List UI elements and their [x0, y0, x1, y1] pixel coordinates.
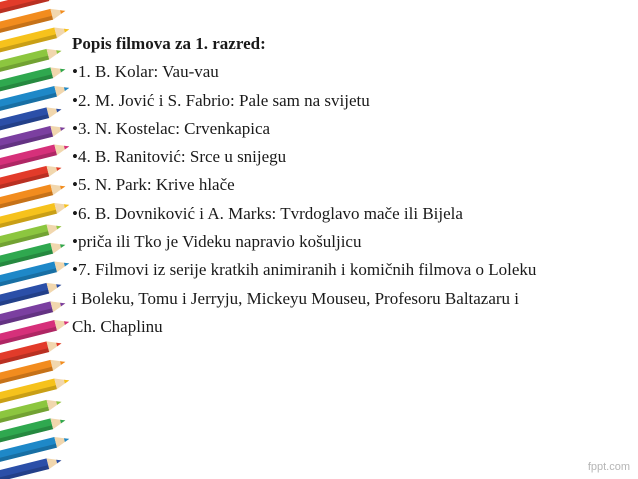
list-item: •3. N. Kostelac: Crvenkapica [72, 118, 271, 138]
slide-title: Popis filmova za 1. razred: [72, 34, 266, 53]
list-item: •7. Filmovi iz serije kratkih animiranih i komičnih filmova o Loleku [72, 260, 537, 280]
list-item: Ch. Chaplinu [72, 316, 163, 336]
list-item: •5. N. Park: Krive hlače [72, 175, 235, 195]
list-item: •4. B. Ranitović: Srce u snijegu [72, 147, 287, 167]
list-item: •priča ili Tko je Videku napravio košuljicu [72, 232, 362, 252]
slide-content [72, 30, 632, 341]
list-item: i Boleku, Tomu i Jerryju, Mickeyu Mouseu, Profesoru Baltazaru i [72, 288, 520, 308]
list-item: •6. B. Dovniković i A. Marks: Tvrdoglavo mače ili Bijela [72, 203, 463, 223]
watermark: fppt.com [587, 461, 630, 473]
list-item: •1. B. Kolar: Vau-vau [72, 62, 219, 82]
list-item: •2. M. Jović i S. Fabrio: Pale sam na svijetu [72, 90, 370, 110]
